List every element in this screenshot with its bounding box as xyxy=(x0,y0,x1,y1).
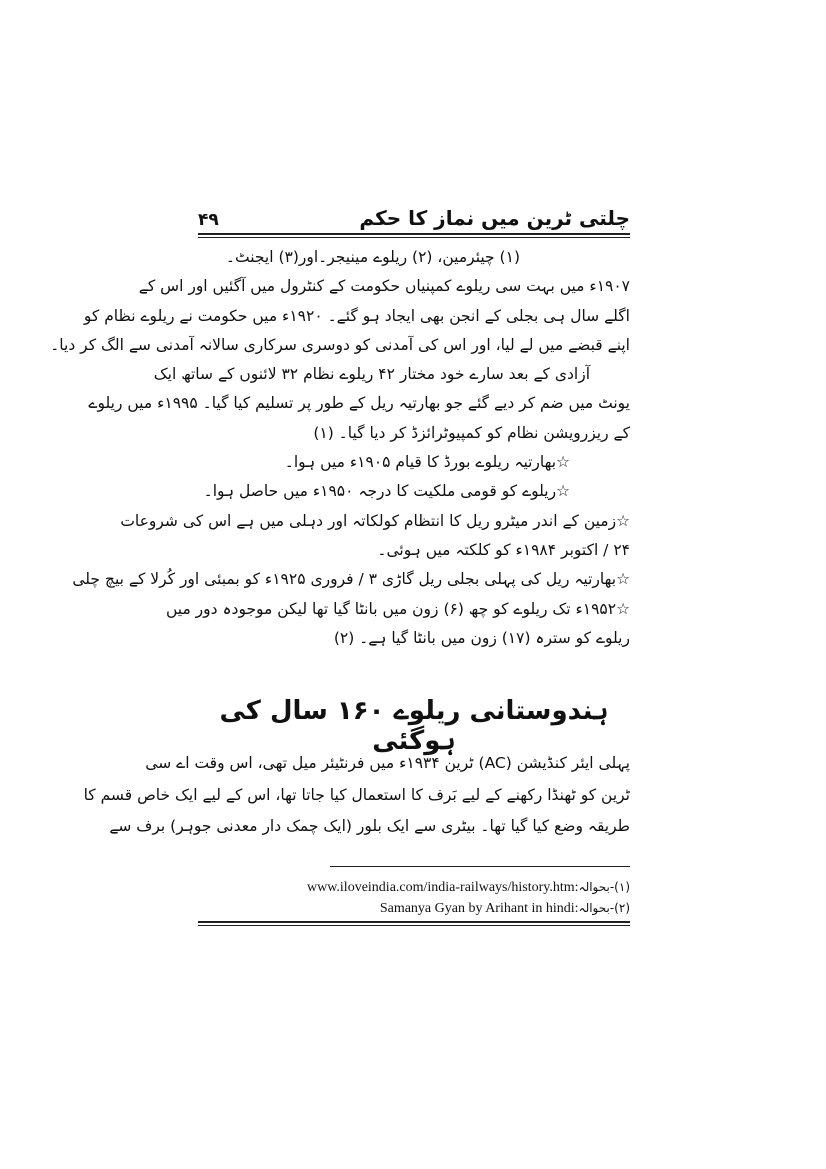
text-line: اپنے قبضے میں لے لیا، اور اس کی آمدنی کو دوسری سرکاری سالانہ آمدنی سے الگ کر دیا۔ xyxy=(50,335,630,354)
page-number: ۴۹ xyxy=(198,210,219,230)
footnote-source: Samanya Gyan by Arihant in hindi: xyxy=(379,901,579,916)
section-heading: ہندوستانی ریلوے ۱۶۰ سال کی ہوگئی xyxy=(219,696,609,756)
text-line: ٹرین کو ٹھنڈا رکھنے کے لیے بَرف کا استعمال کیا جاتا تھا، اس کے لیے ایک خاص قسم کا xyxy=(83,785,630,804)
page-header xyxy=(198,196,630,230)
footer-rule-thick xyxy=(198,921,630,923)
running-title: چلتی ٹرین میں نماز کا حکم xyxy=(359,206,630,230)
footnote-rule xyxy=(330,866,630,867)
text-line: کے ریزرویشن نظام کو کمپیوٹرائزڈ کر دیا گیا۔ (۱) xyxy=(313,423,630,442)
text-line: طریقہ وضع کیا گیا تھا۔ بیٹری سے ایک بلور (ایک چمک دار معدنی جوہر) برف سے xyxy=(109,817,630,835)
body-text xyxy=(50,243,630,653)
bullet-line: ☆بھارتیہ ریلوے بورڈ کا قیام ۱۹۰۵ء میں ہوا۔ xyxy=(284,453,570,472)
text-line: اگلے سال ہی بجلی کے انجن بھی ایجاد ہو گئے۔ ۱۹۲۰ء میں حکومت نے ریلوے نظام کو xyxy=(83,306,630,325)
body-text-section xyxy=(83,748,630,843)
footnote-1 xyxy=(198,877,630,898)
text-line: ۱۹۰۷ء میں بہت سی ریلوے کمپنیاں حکومت کے کنٹرول میں آگئیں اور اس کے xyxy=(138,277,630,296)
header-rule-thick xyxy=(198,233,630,235)
header-rule-thin xyxy=(198,237,630,238)
footnote-source: www.iloveindia.com/india-railways/history.htm: xyxy=(307,880,579,895)
footnote-prefix: (۱)-بحوالہ xyxy=(578,880,630,894)
bullet-line: ☆زمین کے اندر میٹرو ریل کا انتظام کولکاتہ اور دہلی میں ہے اس کی شروعات xyxy=(120,511,630,530)
text-line: آزادی کے بعد سارے خود مختار ۴۲ ریلوے نظام ۳۲ لائنوں کے ساتھ ایک xyxy=(153,365,590,384)
footnote-2 xyxy=(198,898,630,919)
text-line: یونٹ میں ضم کر دیے گئے جو بھارتیہ ریل کے طور پر تسلیم کیا گیا۔ ۱۹۹۵ء میں ریلوے xyxy=(88,394,630,413)
bullet-line: ☆۱۹۵۲ء تک ریلوے کو چھ (۶) زون میں بانٹا گیا تھا لیکن موجودہ دور میں xyxy=(165,599,630,618)
text-line: ۲۴ / اکتوبر ۱۹۸۴ء کو کلکتہ میں ہوئی۔ xyxy=(377,540,630,559)
footer-rule-thin xyxy=(198,925,630,926)
footnote-prefix: (۲)-بحوالہ xyxy=(578,901,630,915)
bullet-line: ☆ریلوے کو قومی ملکیت کا درجہ ۱۹۵۰ء میں حاصل ہوا۔ xyxy=(203,482,570,501)
text-line: پہلی ایئر کنڈیشن (AC) ٹرین ۱۹۳۴ء میں فرنٹیئر میل تھی، اس وقت اے سی xyxy=(145,754,630,772)
bullet-line: ☆بھارتیہ ریل کی پہلی بجلی ریل گاڑی ۳ / فروری ۱۹۲۵ء کو بمبئی اور کُرلا کے بیچ چلی xyxy=(72,570,630,589)
text-line: ریلوے کو سترہ (۱۷) زون میں بانٹا گیا ہے۔ (۲) xyxy=(333,628,630,647)
text-line: (۱) چیئرمین، (۲) ریلوے مینیجر۔اور(۳) ایجنٹ۔ xyxy=(225,248,520,266)
